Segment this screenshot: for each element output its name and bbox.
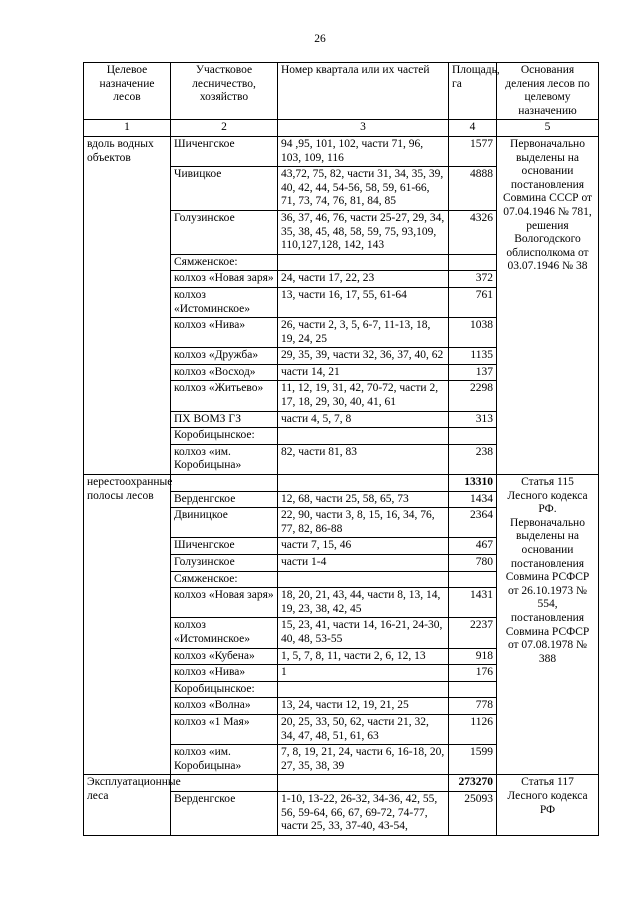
area-cell: 1577 — [449, 136, 497, 166]
quarters-cell: 29, 35, 39, части 32, 36, 37, 40, 62 — [278, 348, 449, 365]
quarters-cell — [278, 475, 449, 492]
quarters-cell: части 14, 21 — [278, 364, 449, 381]
district-cell: Верденгское — [171, 791, 278, 835]
page-number: 26 — [314, 33, 326, 45]
area-cell: 4326 — [449, 210, 497, 254]
area-cell: 1038 — [449, 318, 497, 348]
quarters-cell: 94 ,95, 101, 102, части 71, 96, 103, 109, 116 — [278, 136, 449, 166]
district-cell: колхоз «Житьево» — [171, 381, 278, 411]
area-cell: 25093 — [449, 791, 497, 835]
district-cell: Коробицынское: — [171, 428, 278, 445]
quarters-cell: 15, 23, 41, части 14, 16-21, 24-30, 40, 48, 53-55 — [278, 618, 449, 648]
district-cell: Сямженское: — [171, 571, 278, 588]
header-district: Участковое лесничество, хозяйство — [171, 63, 278, 120]
quarters-cell: 24, части 17, 22, 23 — [278, 271, 449, 288]
quarters-cell: 22, 90, части 3, 8, 15, 16, 34, 76, 77, 82, 86-88 — [278, 508, 449, 538]
basis-cell: Статья 115 Лесного кодекса РФ. Первоначально выделены на основании постановления Совмина РСФСР от 26.10.1973 № 554, постановления Совмина РСФСР от 07.08.1978 № 388 — [497, 475, 599, 775]
district-cell: Сямженское: — [171, 254, 278, 271]
purpose-cell: вдоль водных объектов — [84, 136, 171, 474]
area-cell: 467 — [449, 538, 497, 555]
area-cell — [449, 254, 497, 271]
area-cell: 2298 — [449, 381, 497, 411]
section-total-area: 273270 — [449, 775, 497, 792]
quarters-cell: 26, части 2, 3, 5, 6-7, 11-13, 18, 19, 24, 25 — [278, 318, 449, 348]
quarters-cell: 12, 68, части 25, 58, 65, 73 — [278, 491, 449, 508]
district-cell: колхоз «Новая заря» — [171, 588, 278, 618]
col-number: 2 — [171, 120, 278, 137]
area-cell: 1599 — [449, 745, 497, 775]
table-row — [84, 136, 599, 166]
district-cell: Двиницкое — [171, 508, 278, 538]
section-total-row — [84, 775, 599, 792]
district-cell: колхоз «Кубена» — [171, 648, 278, 665]
quarters-cell: 36, 37, 46, 76, части 25-27, 29, 34, 35, 38, 45, 48, 58, 59, 75, 93,109, 110,127,128, 142, 143 — [278, 210, 449, 254]
quarters-cell: 7, 8, 19, 21, 24, части 6, 16-18, 20, 27, 35, 38, 39 — [278, 745, 449, 775]
district-cell: Шиченгское — [171, 136, 278, 166]
header-purpose: Целевое назначение лесов — [84, 63, 171, 120]
table-header-row — [84, 63, 599, 120]
quarters-cell: 1-10, 13-22, 26-32, 34-36, 42, 55, 56, 59-64, 66, 67, 69-72, 74-77, части 25, 33, 37-40, 43-54, — [278, 791, 449, 835]
district-cell: колхоз «Восход» — [171, 364, 278, 381]
quarters-cell: 18, 20, 21, 43, 44, части 8, 13, 14, 19, 23, 38, 42, 45 — [278, 588, 449, 618]
district-cell: колхоз «Истоминское» — [171, 287, 278, 317]
section-total-area: 13310 — [449, 475, 497, 492]
area-cell: 2364 — [449, 508, 497, 538]
quarters-cell — [278, 254, 449, 271]
section-total-row — [84, 475, 599, 492]
district-cell: Коробицынское: — [171, 681, 278, 698]
quarters-cell: 1 — [278, 665, 449, 682]
col-number: 3 — [278, 120, 449, 137]
quarters-cell: части 7, 15, 46 — [278, 538, 449, 555]
quarters-cell: 20, 25, 33, 50, 62, части 21, 32, 34, 47, 48, 51, 61, 63 — [278, 714, 449, 744]
district-cell: Голузинское — [171, 555, 278, 572]
area-cell: 1135 — [449, 348, 497, 365]
district-cell: колхоз «1 Мая» — [171, 714, 278, 744]
area-cell: 372 — [449, 271, 497, 288]
col-number: 4 — [449, 120, 497, 137]
area-cell — [449, 428, 497, 445]
district-cell: колхоз «им. Коробицына» — [171, 444, 278, 474]
district-cell — [171, 475, 278, 492]
district-cell: Чивицкое — [171, 167, 278, 211]
header-basis: Основания деления лесов по целевому назначению — [497, 63, 599, 120]
district-cell: колхоз «Истоминское» — [171, 618, 278, 648]
area-cell: 137 — [449, 364, 497, 381]
district-cell: Голузинское — [171, 210, 278, 254]
quarters-cell: 1, 5, 7, 8, 11, части 2, 6, 12, 13 — [278, 648, 449, 665]
district-cell: колхоз «Дружба» — [171, 348, 278, 365]
quarters-cell — [278, 571, 449, 588]
basis-cell: Первоначально выделены на основании постановления Совмина СССР от 07.04.1946 № 781, решения Вологодского облисполкома от 03.07.1946 № 38 — [497, 136, 599, 474]
district-cell — [171, 775, 278, 792]
district-cell: колхоз «им. Коробицына» — [171, 745, 278, 775]
column-number-row — [84, 120, 599, 137]
area-cell: 2237 — [449, 618, 497, 648]
quarters-cell — [278, 428, 449, 445]
area-cell: 780 — [449, 555, 497, 572]
area-cell: 1126 — [449, 714, 497, 744]
district-cell: колхоз «Новая заря» — [171, 271, 278, 288]
basis-cell: Статья 117 Лесного кодекса РФ — [497, 775, 599, 835]
district-cell: колхоз «Нива» — [171, 318, 278, 348]
col-number: 5 — [497, 120, 599, 137]
header-area: Площадь, га — [449, 63, 497, 120]
area-cell: 4888 — [449, 167, 497, 211]
quarters-cell: 13, 24, части 12, 19, 21, 25 — [278, 698, 449, 715]
purpose-cell: нерестоохранные полосы лесов — [84, 475, 171, 775]
quarters-cell: 43,72, 75, 82, части 31, 34, 35, 39, 40, 42, 44, 54-56, 58, 59, 61-66, 71, 73, 74, 76, 81, 84, 85 — [278, 167, 449, 211]
quarters-cell: 82, части 81, 83 — [278, 444, 449, 474]
area-cell: 1434 — [449, 491, 497, 508]
area-cell: 918 — [449, 648, 497, 665]
quarters-cell: 13, части 16, 17, 55, 61-64 — [278, 287, 449, 317]
area-cell: 238 — [449, 444, 497, 474]
quarters-cell: 11, 12, 19, 31, 42, 70-72, части 2, 17, 18, 29, 30, 40, 41, 61 — [278, 381, 449, 411]
quarters-cell — [278, 775, 449, 792]
purpose-cell: Эксплуатационные леса — [84, 775, 171, 835]
district-cell: Шиченгское — [171, 538, 278, 555]
district-cell: колхоз «Волна» — [171, 698, 278, 715]
area-cell: 313 — [449, 411, 497, 428]
area-cell: 1431 — [449, 588, 497, 618]
quarters-cell: части 1-4 — [278, 555, 449, 572]
area-cell: 778 — [449, 698, 497, 715]
area-cell — [449, 571, 497, 588]
quarters-cell: части 4, 5, 7, 8 — [278, 411, 449, 428]
district-cell: Верденгское — [171, 491, 278, 508]
area-cell — [449, 681, 497, 698]
header-quarters: Номер квартала или их частей — [278, 63, 449, 120]
area-cell: 176 — [449, 665, 497, 682]
district-cell: колхоз «Нива» — [171, 665, 278, 682]
quarters-cell — [278, 681, 449, 698]
col-number: 1 — [84, 120, 171, 137]
district-cell: ПХ ВОМЗ ГЗ — [171, 411, 278, 428]
forest-purpose-table — [83, 62, 599, 836]
area-cell: 761 — [449, 287, 497, 317]
